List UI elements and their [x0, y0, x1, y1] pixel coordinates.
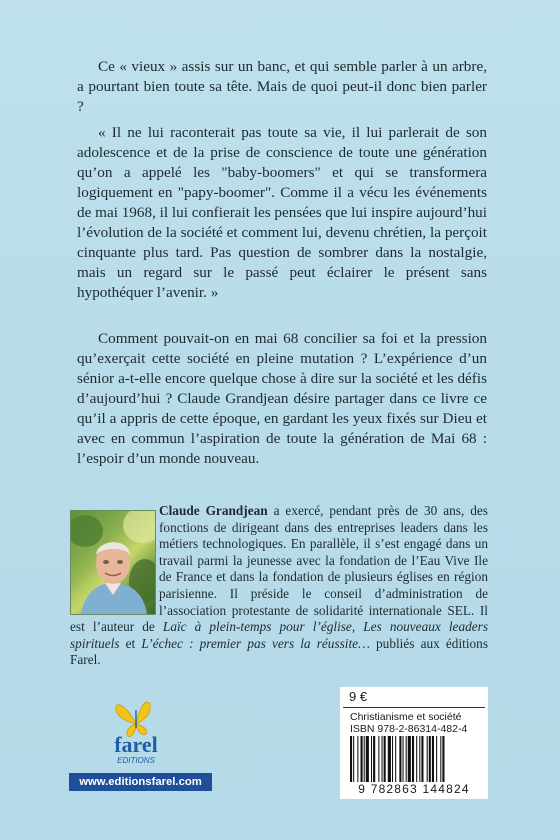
bio-separator-1: ,: [351, 619, 364, 635]
divider: [343, 707, 485, 708]
paragraph-summary: Comment pouvait-on en mai 68 concilier sa foi et la pression qu’exerçait cette société en pleine mutation ? L’expérience d’un sénior a-t-elle encore quelque chose à dire sur la société et les défis d’aujourd’hui ? Claude Grandjean désire partager dans ce livre ce qu’il a appris de cette époque, en gardant les yeux fixés sur Dieu et avec en commun l’aspiration de toute la génération de Mai 68 : l’espoir d’un monde nouveau.: [77, 330, 487, 467]
category: Christianisme et société: [350, 711, 462, 723]
bio-separator-2: et: [119, 635, 142, 651]
ean-digits: 9 782863 144824: [358, 782, 470, 796]
author-bio: [70, 503, 488, 669]
barcode: [348, 736, 480, 782]
author-name: Claude Grandjean: [159, 503, 268, 518]
book-title-1: Laïc à plein-temps pour l’église: [162, 619, 352, 635]
book-title-3: L’échec : premier pas vers la réussite…: [141, 635, 370, 651]
logo-subtext: EDITIONS: [117, 756, 155, 765]
paragraph-intro: Ce « vieux » assis sur un banc, et qui semble parler à un arbre, a pourtant bien toute sa tête. Mais de quoi peut-il donc bien parler ?: [77, 58, 487, 115]
logo-wordmark: farel: [114, 732, 158, 757]
price-box: [340, 687, 488, 799]
price: 9 €: [349, 689, 368, 704]
isbn: ISBN 978-2-86314-482-4: [350, 723, 468, 735]
bio-text-2: publiés aux éditions Farel.: [70, 635, 489, 668]
bio-text-1: a exercé, pendant près de 30 ans, des fonctions de dirigeant dans des entreprises leaders dans les métiers technologiques. En parallèle, il s’est engagé dans un travail parmi la jeunesse avec la fondation de l’Eau Vive Ile de France et dans la fondation de plusieurs églises en région parisienne. Il préside le conseil d’administration de l’association protestante de solidarité internationale SEL. Il est l’auteur de: [70, 503, 488, 635]
publisher-website[interactable]: www.editionsfarel.com: [69, 773, 212, 791]
publisher-logo: [96, 696, 176, 766]
book-title-2: Les nouveaux leaders spirituels: [70, 619, 488, 651]
paragraph-quote: « Il ne lui raconterait pas toute sa vie, il lui parlerait de son adolescence et de la prise de conscience de toute une génération qu’on a appelé les "baby-boomers" et qui se transformera logiquement en "papy-boomer". Comme il a vécu les événements de mai 1968, il lui confierait les pensées que lui inspire aujourd’hui l’évolution de la société et comment lui, devenu chrétien, la perçoit cinquante plus tard. Pas question de sombrer dans la nostalgie, mais un regard sur le passé peut éclairer le présent sans hypothéquer l’avenir. »: [77, 124, 487, 301]
